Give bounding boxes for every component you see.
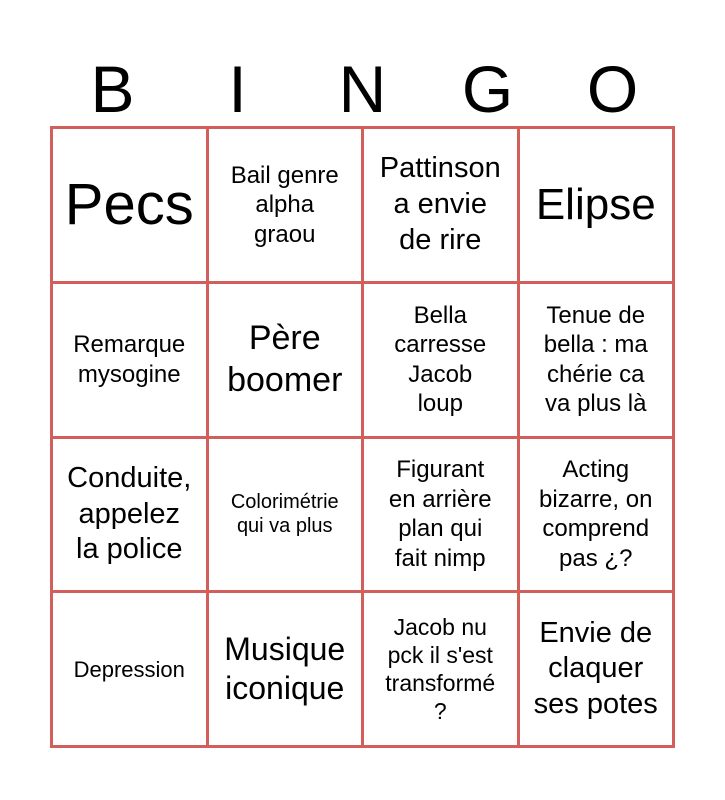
bingo-cell[interactable]	[53, 593, 206, 745]
bingo-cell[interactable]	[520, 284, 673, 436]
cell-text: Musique iconique	[224, 630, 346, 707]
cell-text: Conduite, appelez la police	[67, 461, 192, 566]
cell-text: Remarque mysogine	[73, 331, 186, 388]
title-letter-o: O	[586, 52, 639, 126]
bingo-cell[interactable]	[209, 439, 362, 591]
bingo-cell[interactable]	[53, 439, 206, 591]
cell-text: Pattinson a envie de rire	[379, 152, 501, 256]
bingo-cell[interactable]	[209, 129, 362, 281]
title-letter-g: G	[461, 52, 514, 126]
cell-text: Depression	[73, 656, 185, 682]
bingo-cell[interactable]	[520, 593, 673, 745]
bingo-cell[interactable]	[53, 284, 206, 436]
bingo-title	[50, 52, 675, 126]
cell-text: Tenue de bella : ma chérie ca va plus là	[543, 301, 648, 418]
cell-text: Figurant en arrière plan qui fait nimp	[388, 456, 492, 572]
cell-text: Père boomer	[227, 318, 343, 399]
title-letter-i: I	[228, 52, 247, 126]
title-letter-n: N	[338, 52, 387, 126]
bingo-cell[interactable]	[364, 439, 517, 591]
bingo-cell[interactable]	[364, 284, 517, 436]
cell-text: Jacob nu pck il s'est transformé ?	[385, 613, 496, 725]
bingo-cell[interactable]	[209, 284, 362, 436]
cell-text: Colorimétrie qui va plus	[230, 490, 339, 538]
cell-text: Envie de claquer ses potes	[533, 616, 658, 720]
cell-text: Bella carresse Jacob loup	[394, 301, 487, 418]
cell-text: Elipse	[535, 179, 656, 229]
cell-text: Bail genre alpha graou	[230, 161, 339, 248]
bingo-cell[interactable]	[364, 593, 517, 745]
bingo-cell[interactable]	[209, 593, 362, 745]
cell-text: Pecs	[64, 171, 194, 237]
cell-text: Acting bizarre, on comprend pas ¿?	[539, 456, 653, 572]
bingo-cell[interactable]	[520, 439, 673, 591]
bingo-cell[interactable]	[364, 129, 517, 281]
bingo-cell[interactable]	[53, 129, 206, 281]
title-letter-b: B	[90, 52, 135, 126]
bingo-grid	[50, 126, 675, 748]
bingo-cell[interactable]	[520, 129, 673, 281]
